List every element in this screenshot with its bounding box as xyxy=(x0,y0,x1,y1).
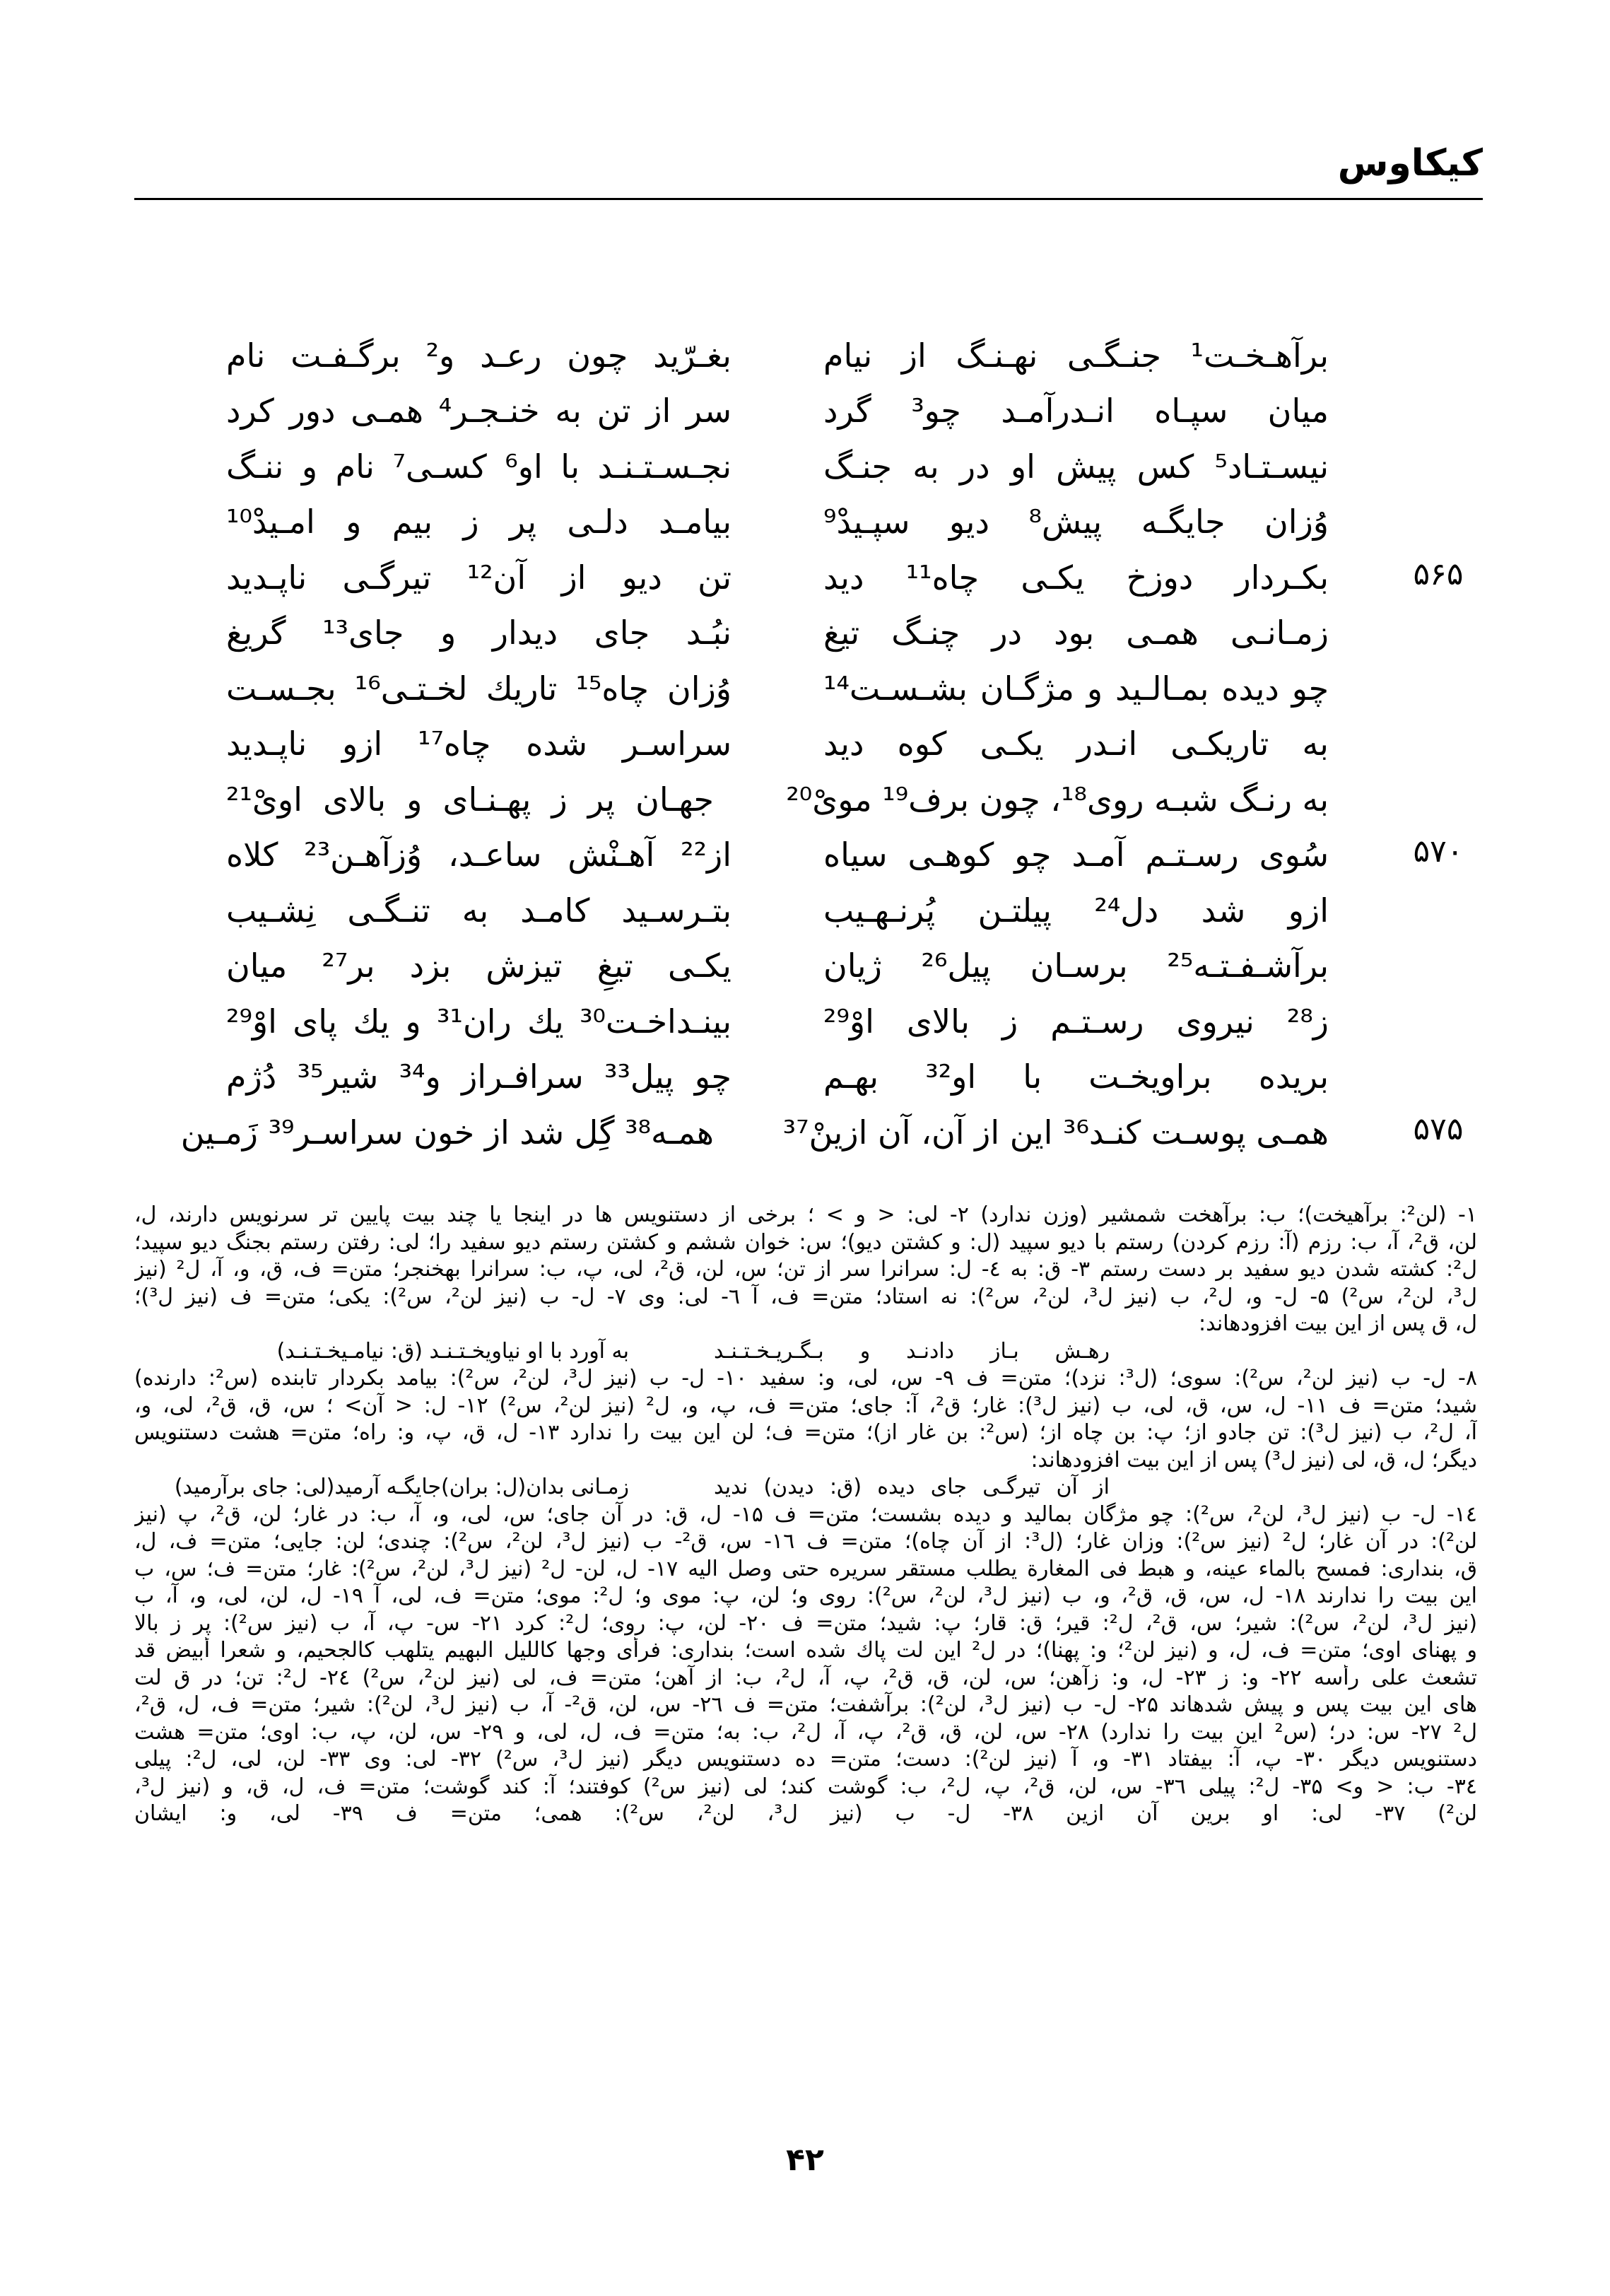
hemistich-second: همـه³⁸ گِل شد از خون سراسـر³⁹ زَمـین xyxy=(180,1113,714,1152)
footnote-line: ل² ۲۷- س: در؛ (س² این بیت را ندارد) ۲۸- س، لن، ق، ق²، پ، آ، ل²، ب: به؛ متن= ف، ل، لی، و ۲۹- س، لن، پ، ب: اوی؛ متن= هشت xyxy=(134,1719,1477,1745)
couplet xyxy=(226,433,1442,488)
couplet xyxy=(226,710,1442,766)
hemistich-first: بریده براویخـت با او³² بهـم xyxy=(823,1058,1329,1096)
hemistich-second: بغـرّید چون رعـد و² برگـفـت نام xyxy=(226,336,731,375)
verse-number: ۵۷۰ xyxy=(1413,833,1464,869)
hemistich-second: بتـرسـید کامـد به تنـگـی نِشـیب xyxy=(226,891,731,930)
couplet xyxy=(226,877,1442,932)
couplet xyxy=(226,988,1442,1043)
inserted-hemistich-first: رهـش بـاز دادنـد و بـگـریـخـتـنـد xyxy=(714,1338,1110,1364)
hemistich-second: از²² آهـنْش ساعـد، وُزآهـن²³ کلاه xyxy=(226,836,732,874)
footnotes xyxy=(134,1202,1477,1855)
hemistich-first: چو دیده بمـالـید و مژگـان بشـسـت¹⁴ xyxy=(823,669,1329,708)
inserted-hemistich-second: به آورد با او نیاویخـتـنـد (ق: نیامـیخـتـنـد) xyxy=(276,1338,629,1364)
hemistich-second: سراسـر شده چاه¹⁷ ازو ناپـدید xyxy=(226,725,731,763)
footnote-line: تشعث علی رأسه ۲۲- و: ز ۲۳- ل، و: زآهن؛ س، لن، ق، ق²، پ، آ، ل²، ب: از آهن؛ متن= ف، لی (نیز لن²، س²) ۲٤- ل²: تن؛ در ق لت xyxy=(134,1665,1477,1690)
footnote-line: لن²): در آن غار؛ ل² (نیز س²): وزان غار؛ (ل³: از آن چاه)؛ متن= ف ۱٦- س، ق²- ب (نیز ل³، لن²، س²): چندی؛ لن: جایی؛ متن= ف، ل، xyxy=(134,1529,1477,1554)
footnote-line: لن²) ۳۷- لی: او برین آن ازین ۳۸- ل- ب (نیز ل³، لن²، س²): همی؛ متن= ف ۳۹- لی، و: ایشان xyxy=(134,1801,1477,1826)
footnote-line: ق، بنداری: فمسح بالماء عینه، و هبط فی المغارة یطلب مستقر سریره حتی وصل الیه ۱۷- ل، لن- ل² (نیز ل³، لن²، س²): غار؛ متن= ف؛ س، ب xyxy=(134,1556,1477,1581)
couplet xyxy=(226,488,1442,544)
hemistich-first: به رنـگ شبـه روی¹⁸، چون برف¹⁹ مویْ²⁰ xyxy=(786,780,1329,819)
hemistich-second: نبُـد جای دیدار و جای¹³ گریغ xyxy=(226,614,731,652)
verse-number: ۵۶۵ xyxy=(1413,556,1464,592)
hemistich-second: بیامـد دلـی پر ز بیم و امـیدْ¹⁰ xyxy=(226,503,731,541)
hemistich-first: به تاریکـی انـدر یکـی کوه دید xyxy=(823,725,1329,763)
inserted-hemistich-second: زمـانی بدان(ل: بران)جایگـه آرمید(لی: جای برآرمید) xyxy=(174,1475,629,1499)
page-number: ۴۲ xyxy=(786,2142,824,2178)
hemistich-first: ازو شد دل²⁴ پیلتـن پُرنـهـیب xyxy=(823,891,1329,930)
hemistich-second: نجـسـتـنـد با او⁶ کسـی⁷ نام و ننـگ xyxy=(226,447,732,486)
hemistich-second: یکـی تیغِ تیزش بزد بر²⁷ میان xyxy=(226,947,731,985)
footnote-line: (نیز ل³، لن²، س²): شیر؛ س، ق²، ل²: قیر؛ ق: قار؛ پ: شید؛ متن= ف ۲۰- لن، پ: روی؛ ل²: کرد ۲۱- س- پ، آ، ب (نیز س²): پر ز بالا xyxy=(134,1610,1477,1636)
inserted-verse xyxy=(134,1474,1477,1501)
footnote-line: آ، ل²، ب (نیز ل³): تن جادو از؛ پ: بن چاه از؛ (س²: بن غار از)؛ متن= ف؛ لن این بیت را ندارد ۱۳- ل، ق، پ، و: راه؛ متن= هشت دستنویس xyxy=(134,1420,1477,1445)
couplet xyxy=(226,821,1464,877)
couplet xyxy=(226,377,1442,433)
couplet xyxy=(226,322,1442,377)
footnote-line: شید؛ متن= ف ۱۱- ل، س، ق، لی، ب (نیز ل³): غار؛ ق²، آ: جای؛ متن= ف، پ، و، ل² (نیز لن²، س²) ۱۲- ل: < آن> ؛ س، ق، ق²، لی، و، xyxy=(134,1393,1477,1418)
hemistich-first: سُوی رسـتـم آمـد چو کوهـی سیاه xyxy=(823,836,1329,874)
inserted-hemistich-first: از آن تیرگـی جای دیده (ق: دیدن) ندید xyxy=(714,1475,1110,1499)
hemistich-first: ز²⁸ نیروی رسـتـم ز بالای اوْ²⁹ xyxy=(823,1002,1329,1041)
hemistich-second: تن دیو از آن¹² تیرگـی ناپـدید xyxy=(226,558,731,597)
couplet xyxy=(180,1099,1464,1154)
couplet xyxy=(226,599,1442,655)
hemistich-first: نیسـتـاد⁵ کس پیش او در به جنـگ xyxy=(823,447,1329,486)
hemistich-second: جهـان پر ز پهـنـای و بالای اویْ²¹ xyxy=(226,780,714,819)
hemistich-second: چو پیل³³ سرافـراز و³⁴ شیر³⁵ دُژم xyxy=(226,1058,731,1096)
footnote-line: ۳٤- ب: < و> ۳۵- ل²: پیلی ۳٦- س، لن، ق²، پ، ل²، ب: گوشت کند؛ لی (نیز س²) کوفتند؛ آ: کند گوشت؛ متن= ف، ل، ق، و (نیز ل³، xyxy=(134,1774,1477,1799)
footnote-line: و پهنای اوی؛ متن= ف، ل، و (نیز لن²؛ و: پهنا)؛ در ل² این لت پاك شده است؛ بنداری: فرأى وجها کاللیل البهیم یتلهب کالجحیم، و شعرا أبیض قد xyxy=(134,1638,1477,1663)
couplet xyxy=(226,766,1442,821)
couplet xyxy=(226,544,1464,599)
footnote-line: ۱٤- ل- ب (نیز ل³، لن²، س²): چو مژگان بمالید و دیده بشست؛ متن= ف ۱۵- ل، ق: در آن جای؛ س، لی، و، آ، ب: در غار؛ لن، ق²، پ (نیز xyxy=(134,1501,1477,1527)
couplet xyxy=(226,932,1442,988)
footnote-line: ۱- (لن²: برآهیخت)؛ ب: برآهخت شمشیر (وزن ندارد) ۲- لی: < و > ؛ برخی از دستنویس ها در اینجا یا چند بیت پایین تر سرنویس دارند، ل، xyxy=(134,1202,1477,1227)
verse-number: ۵۷۵ xyxy=(1413,1111,1464,1147)
footnote-line: ل، ق پس از این بیت افزودهاند: xyxy=(1198,1311,1477,1336)
footnote-line: ل³، لن²، س²) ۵- ل- و، ل²، ب (نیز ل³، لن²، س²): نه استاد؛ متن= ف، آ ٦- لی: وی ۷- ل- ب (نیز لن²، س²): یکی؛ متن= ف (نیز ل³)؛ xyxy=(134,1284,1477,1309)
couplet xyxy=(226,655,1442,710)
hemistich-second: بینـداخـت³⁰ یك ران³¹ و یك پای اوْ²⁹ xyxy=(226,1002,732,1041)
footnote-line xyxy=(134,1828,1477,1856)
inserted-verse xyxy=(134,1338,1477,1366)
running-title: کیکاوس xyxy=(1337,142,1483,184)
hemistich-first: وُزان جایگـه پیش⁸ دیو سپـیدْ⁹ xyxy=(823,503,1329,541)
footnote-line: ۸- ل- ب (نیز لن²، س²): سوی؛ (ل³: نزد)؛ متن= ف ۹- س، لی، و: سفید ۱۰- ل- ب (نیز ل³، لن²، س²): بیامد بکردار تابنده (س²: دارنده) xyxy=(134,1366,1477,1390)
hemistich-first: برآشـفـتـه²⁵ برسـان پیل²⁶ ژیان xyxy=(823,947,1329,985)
hemistich-first: همـی پوسـت کنـد³⁶ این از آن، آن ازینْ³⁷ xyxy=(782,1113,1329,1152)
hemistich-second: سر از تن به خنـجـر⁴ همـی دور کرد xyxy=(226,392,731,430)
footnote-line: این بیت را ندارند ۱۸- ل، س، ق، ق²، و، ب (نیز ل³، لن²، س²): روی و؛ لن، پ: موی و؛ ل²: موی؛ متن= ف، لی، آ ۱۹- ل، لن، لی، و، آ، ب xyxy=(134,1583,1477,1608)
poem-body xyxy=(180,322,1464,1154)
footnote-line: لن، ق²، آ، ب: رزم (آ: رزم کردن) رستم با دیو سپید (ل: و کشتن دیو)؛ س: خوان ششم و کشتن رستم دیو سفید را؛ لی: رفتن رستم بجنگ دیو سپید؛ xyxy=(134,1229,1477,1255)
header-rule xyxy=(134,198,1483,200)
footnote-line: های این بیت پس و پیش شدهاند ۲۵- ل- ب (نیز ل³، لن²): برآشفت؛ متن= ف ۲٦- س، لن، ق²- آ، ب (نیز ل³، لن²): شیر؛ متن= ف، ل، ق²، xyxy=(134,1692,1477,1717)
footnote-line: دیگر؛ ل، ق، لی (نیز ل³) پس از این بیت افزودهاند: xyxy=(1030,1447,1477,1472)
footnote-line: ل²: کشته شدن دیو سفید بر دست رستم ۳- ق: به ٤- ل: سرانرا سر از تن؛ س، لن، ق²، لی، پ، ب: سرانرا بهخنجر؛ متن= ف، ق، و، آ، ل² (نیز xyxy=(134,1257,1477,1282)
hemistich-first: برآهـخـت¹ جنـگـی نهـنـگ از نیام xyxy=(823,336,1329,375)
couplet xyxy=(226,1043,1442,1099)
hemistich-first: بکـردار دوزخ یکـی چاه¹¹ دید xyxy=(823,558,1329,597)
hemistich-second: وُزان چاه¹⁵ تاریك لخـتـی¹⁶ بجـسـت xyxy=(226,669,731,708)
hemistich-first: میان سپـاه انـدرآمـد چو³ گرد xyxy=(823,392,1329,430)
hemistich-first: زمـانـی همـی بود در چنـگ تیغ xyxy=(823,614,1329,652)
footnote-line: دستنویس دیگر ۳۰- پ، آ: بیفتاد ۳۱- و، آ (نیز لن²): دست؛ متن= ده دستنویس دیگر (نیز ل³، س²) ۳۲- لی: وی ۳۳- لن، لی، ل²: پیلی xyxy=(134,1747,1477,1771)
